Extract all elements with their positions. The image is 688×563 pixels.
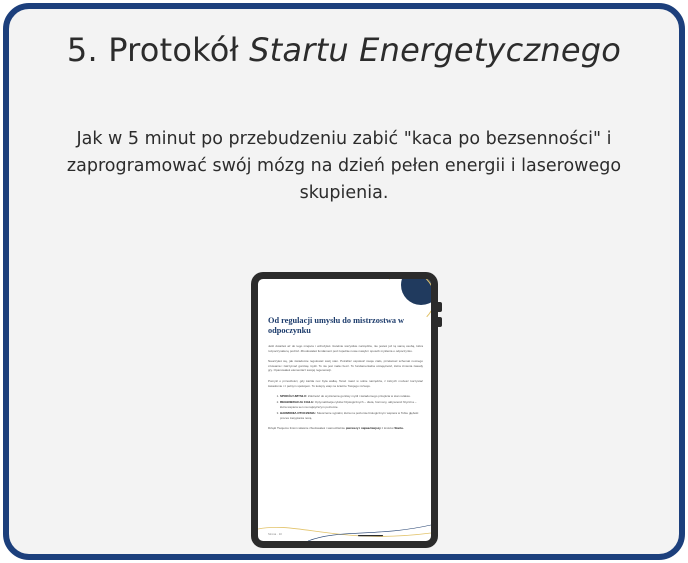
list-item: [280, 400, 423, 409]
tablet-volume-button: [438, 302, 442, 312]
doc-list: [268, 394, 423, 420]
doc-heading: Od regulacji umysłu do mistrzostwa w odpoczynku: [268, 316, 405, 335]
list-item-text: Zdolność do wyciszenia gonitwy myśli i świadomego przejścia w stan relaksu.: [307, 394, 411, 399]
list-item-bold: SPOKÓJ UMYSŁU:: [280, 394, 308, 399]
doc-body: [268, 344, 423, 437]
tablet-mockup: [251, 272, 438, 548]
title-italic: Startu Energetycznego: [249, 31, 622, 69]
doc-closing: [268, 426, 423, 431]
title-regular: 5. Protokół: [66, 31, 250, 69]
list-item-bold: HARMONIA OTOCZENIA:: [280, 410, 316, 415]
closing-bold: pierwszy i najważniejszy: [345, 426, 381, 431]
decor-swoosh-icon: [258, 511, 431, 541]
card-title: [9, 31, 679, 69]
doc-paragraph: Pomyśl o przeszłości, gdy każda noc była walką. Teraz masz w sobie narzędzia, z których możesz korzystać świadomie i z pełnym spokojem. To kolejny etap na ścieżce Twojego rozwoju.: [268, 378, 423, 388]
closing-text: z kroków: [380, 426, 395, 431]
list-item: [280, 394, 423, 399]
card-subtitle: Jak w 5 minut po przebudzeniu zabić "kaca po bezsenności" i zaprogramować swój mózg na dzień pełen energii i laserowego skupienia.: [66, 129, 622, 203]
tablet-power-button: [438, 317, 442, 327]
closing-bold: Startu.: [394, 426, 404, 431]
offer-card: [3, 3, 685, 560]
closing-text: Dzięki Twojemu liniom własnie zbudowałeś i samodzielnie: [268, 426, 346, 431]
list-item-bold: REGENERACJA CIAŁA:: [280, 400, 314, 405]
tablet-screen: [258, 279, 431, 541]
list-item-text: Stworzenie sypialni, która na poziomie biologicznym wspiera w Tobie głęboki proces zasypiania nocą.: [280, 410, 419, 420]
list-item-text: Optymalizacja cyklów fizjologicznych – dieta, hormony, aktywność fizyczna – która wspiera sen na najwyższym poziomie.: [280, 400, 417, 409]
list-item: [280, 411, 423, 420]
doc-paragraph: Jeśli dotarłeś aż do tego miejsca i wdrożyłeś rzetelnie wszystkie narzędzia, nie jesteś już tą samą osobą, która rozpoczynała tę podróż. Zbudowałeś fundament pod zupełnie nowe nawyki i sposób myślenia o odpoczynku.: [268, 344, 423, 353]
doc-paragraph: Nauczyłeś się, jak świadomie regulować swój stan. Potrafisz uspokoić swoje ciało, przełamać schemat nocnego czuwania i zatrzymać gonitwę myśli. To nie jest mała rzecz. To fundamentalna umiejętność, która zmienia zasady gry. Opanowałeś elementarz swojej regeneracji.: [268, 359, 423, 373]
doc-footer: Strona · 10: [268, 532, 282, 536]
